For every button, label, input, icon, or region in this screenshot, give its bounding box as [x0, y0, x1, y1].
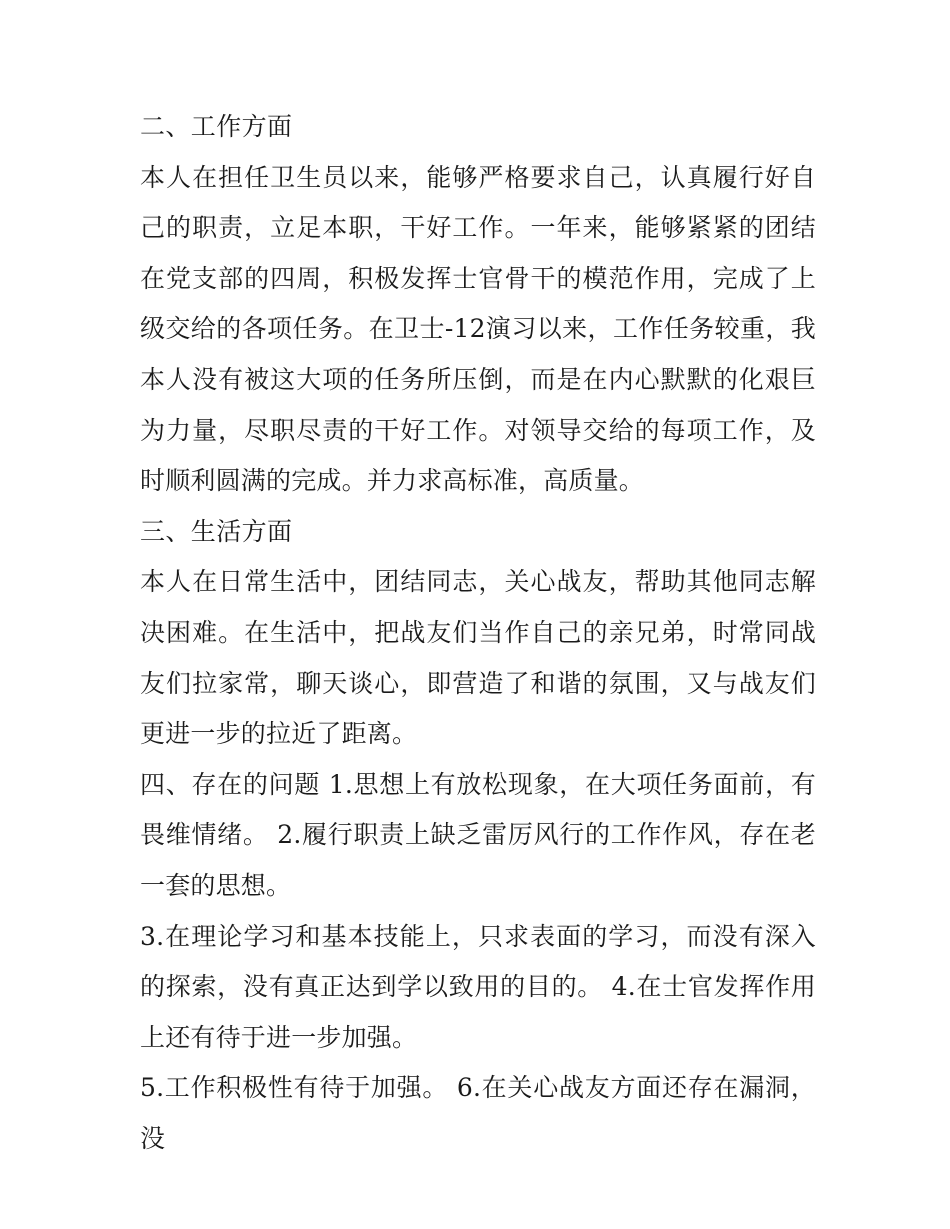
- document-body: [140, 102, 816, 1164]
- section-heading-life: 三、生活方面: [140, 516, 293, 546]
- paragraph-problems-3: 5.工作积极性有待于加强。 6.在关心战友方面还存在漏洞，没: [140, 1073, 816, 1153]
- section-heading-work: 二、工作方面: [140, 112, 293, 141]
- paragraph-problems-1: 四、存在的问题 1.思想上有放松现象，在大项任务面前，有畏维情绪。 2.履行职责上缺乏雷厉风行的工作作风，存在老一套的思想。: [140, 769, 816, 900]
- paragraph-work: 本人在担任卫生员以来，能够严格要求自己，认真履行好自己的职责，立足本职，干好工作。一年来，能够紧紧的团结在党支部的四周，积极发挥士官骨干的模范作用，完成了上级交给的各项任务。在卫士-12演习以来，工作任务较重，我本人没有被这大项的任务所压倒，而是在内心默默的化艰巨为力量，尽职尽责的干好工作。对领导交给的每项工作，及时顺利圆满的完成。并力求高标准，高质量。: [140, 162, 816, 496]
- paragraph-problems-2: 3.在理论学习和基本技能上，只求表面的学习，而没有深入的探索，没有真正达到学以致用的目的。 4.在士官发挥作用上还有待于进一步加强。: [140, 921, 816, 1052]
- paragraph-life: 本人在日常生活中，团结同志，关心战友，帮助其他同志解决困难。在生活中，把战友们当作自己的亲兄弟，时常同战友们拉家常，聊天谈心，即营造了和谐的氛围，又与战友们更进一步的拉近了距离。: [140, 567, 816, 749]
